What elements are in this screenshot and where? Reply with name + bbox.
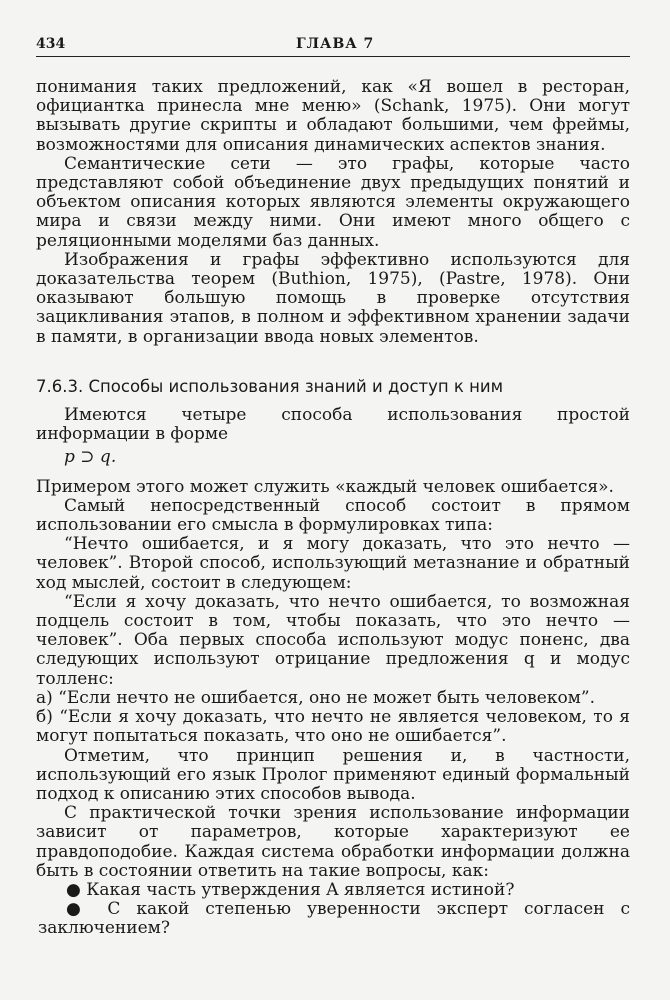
paragraph-continuation: понимания таких предложений, как «Я вошел в ресторан, официантка принесла мне меню» (Schank, 1975). Они могут вызывать другие скрипты и обладают большими, чем фреймы, возможностями для описания динамических аспектов знания.: [36, 77, 630, 155]
paragraph-intro: Имеются четыре способа использования простой информации в форме: [36, 405, 630, 445]
quote-first: “Нечто ошибается, и я могу доказать, что это нечто — человек”. Второй способ, использующий метазнание и обратный ход мыслей, состоит в следующем:: [36, 534, 630, 593]
bullet-item-1: ● Какая часть утверждения A является истиной?: [66, 879, 515, 900]
bullet-item-2: ● С какой степенью уверенности эксперт согласен с заключением?: [38, 899, 630, 939]
paragraph-first-method: Самый непосредственный способ состоит в прямом использовании его смысла в формулировках типа:: [36, 495, 630, 536]
running-header: [36, 34, 630, 56]
formula: p ⊃ q.: [64, 447, 117, 468]
header-rule: [36, 56, 630, 57]
list-item-b: б) “Если я хочу доказать, что нечто не является человеком, то я могут попытаться показать, что оно не ошибается”.: [36, 707, 630, 747]
quote-second: “Если я хочу доказать, что нечто ошибается, то возможная подцель состоит в том, чтобы показать, что это нечто — человек”. Оба первых способа используют модус поненс, два следующих используют отрицание предложения q и модус толленс:: [36, 591, 630, 689]
paragraph-practical: С практической точки зрения использование информации зависит от параметров, которые характеризуют ее правдоподобие. Каждая система обработки информации должна быть в состоянии ответить на такие вопросы, как:: [36, 803, 630, 881]
paragraph-semantic-networks: Семантические сети — это графы, которые часто представляют собой объединение двух предыдущих понятий и объектом описания которых являются элементы окружающего мира и связи между ними. Они имеют много общего с реляционными моделями баз данных.: [36, 153, 630, 251]
book-page: [36, 34, 630, 939]
chapter-title: ГЛАВА 7: [296, 36, 375, 52]
paragraph-prolog: Отметим, что принцип решения и, в частности, использующий его язык Пролог применяют единый формальный подход к описанию этих способов вывода.: [36, 745, 630, 804]
page-body: [36, 78, 630, 939]
page-number: 434: [36, 36, 66, 52]
paragraph-images-graphs: Изображения и графы эффективно используются для доказательства теорем (Buthion, 1975), (Pastre, 1978). Они оказывают большую помощь в проверке отсутствия зацикливания этапов, в полном и эффективном хранении задачи в памяти, в организации ввода новых элементов.: [36, 249, 630, 347]
list-item-a: а) “Если нечто не ошибается, оно не может быть человеком”.: [36, 687, 595, 708]
section-heading: 7.6.3. Способы использования знаний и доступ к ним: [36, 376, 504, 396]
paragraph-example: Примером этого может служить «каждый человек ошибается».: [36, 476, 614, 497]
